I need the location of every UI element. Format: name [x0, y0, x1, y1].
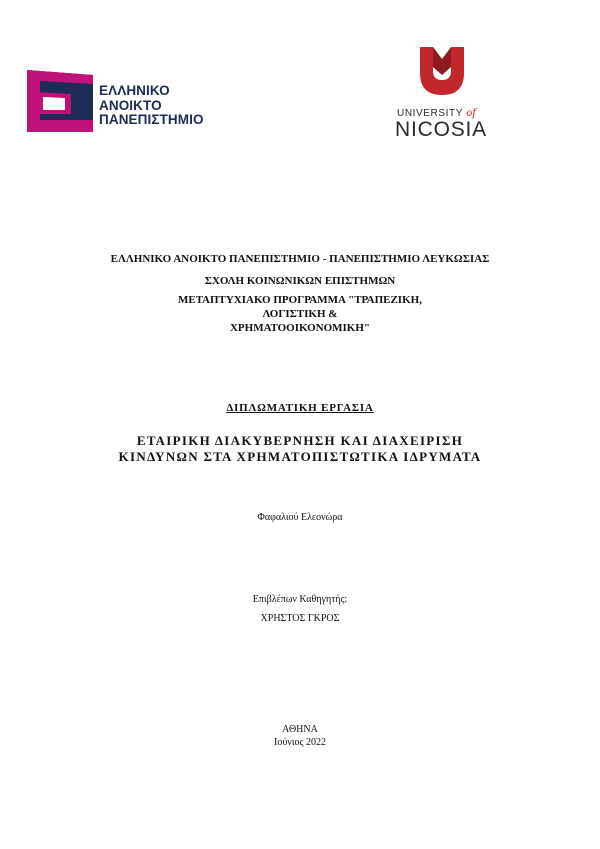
university-of-nicosia-logo — [393, 44, 493, 144]
unic-of-text: of — [466, 105, 476, 119]
eap-logo-text — [99, 84, 204, 128]
thesis-label: ΔΙΠΛΩΜΑΤΙΚΗ ΕΡΓΑΣΙΑ — [226, 402, 374, 414]
supervisor-name: ΧΡΗΣΤΟΣ ΓΚΡΟΣ — [260, 613, 340, 624]
eap-logo-line: ΑΝΟΙΚΤΟ — [99, 97, 162, 113]
eap-logo-line: ΠΑΝΕΠΙΣΤΗΜΙΟ — [99, 112, 204, 127]
author-name: Φαφαλιού Ελεονώρα — [257, 512, 343, 523]
program-title — [150, 293, 450, 335]
unic-logo-mark-icon — [420, 47, 464, 95]
eap-logo-mark-icon — [27, 70, 95, 132]
thesis-title — [0, 433, 600, 465]
hellenic-open-university-logo — [27, 70, 217, 132]
program-line-1: ΜΕΤΑΠΤΥΧΙΑΚΟ ΠΡΟΓΡΑΜΜΑ "ΤΡΑΠΕΖΙΚΗ, ΛΟΓΙΣΤΙΚΗ & — [178, 294, 422, 320]
unic-logo-big-text: NICOSIA — [395, 118, 487, 141]
institution-line: ΕΛΛΗΝΙΚΟ ΑΝΟΙΚΤΟ ΠΑΝΕΠΙΣΤΗΜΙΟ - ΠΑΝΕΠΙΣΤΗΜΙΟ ΛΕΥΚΩΣΙΑΣ — [110, 253, 490, 265]
school-line: ΣΧΟΛΗ ΚΟΙΝΩΝΙΚΩΝ ΕΠΙΣΤΗΜΩΝ — [204, 275, 396, 287]
supervisor-label: Επιβλέπων Καθηγητής: — [252, 594, 348, 605]
thesis-title-line-1: ΕΤΑΙΡΙΚΗ ΔΙΑΚΥΒΕΡΝΗΣΗ ΚΑΙ ΔΙΑΧΕΙΡΙΣΗ — [136, 433, 464, 448]
city: ΑΘΗΝΑ — [282, 724, 318, 735]
eap-logo-line: ΕΛΛΗΝΙΚΟ — [99, 83, 170, 98]
date: Ιούνιος 2022 — [274, 737, 326, 748]
program-line-2: ΧΡΗΜΑΤΟΟΙΚΟΝΟΜΙΚΗ" — [229, 322, 371, 334]
unic-university-text: UNIVERSITY — [397, 108, 463, 119]
thesis-title-line-2: ΚΙΝΔΥΝΩΝ ΣΤΑ ΧΡΗΜΑΤΟΠΙΣΤΩΤΙΚΑ ΙΔΡΥΜΑΤΑ — [118, 449, 482, 464]
